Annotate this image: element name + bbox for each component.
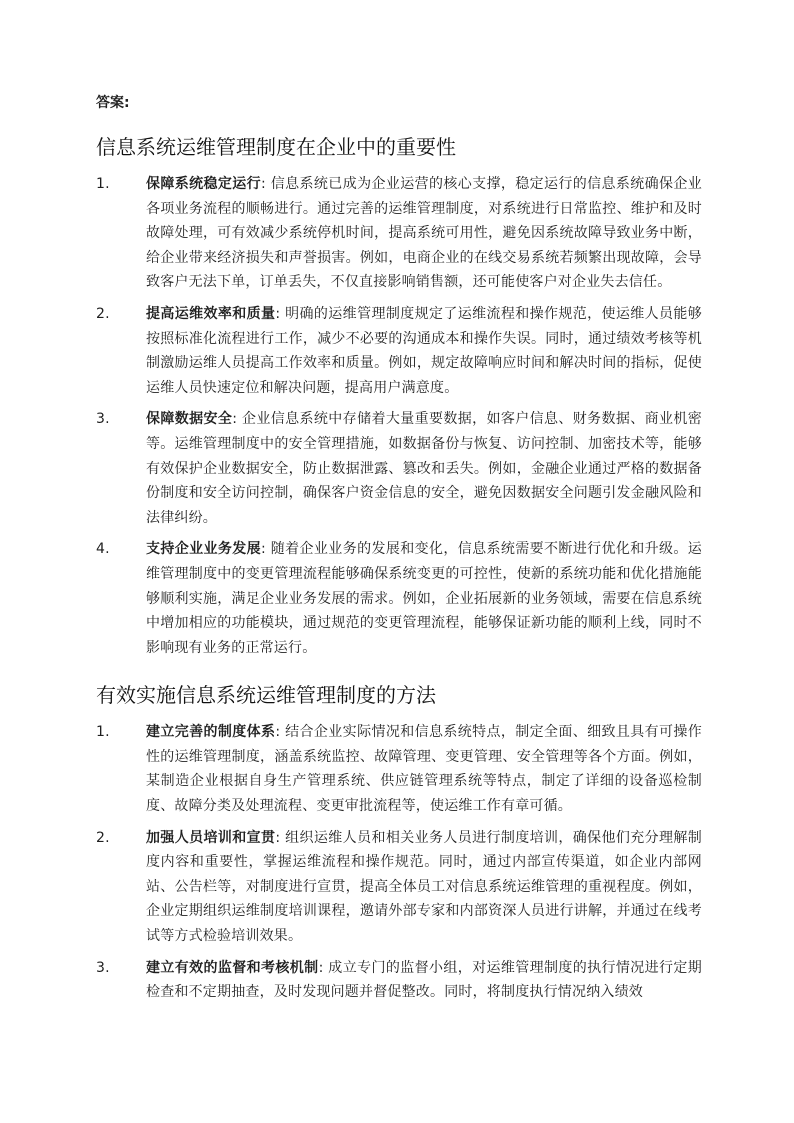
list-number: 2. [96, 829, 110, 846]
list-body: : 明确的运维管理制度规定了运维流程和操作规范，使运维人员能够按照标准化流程进行工作，减少不必要的沟通成本和操作失误。同时，通过绩效考核等机制激励运维人员提高工作效率和质量。例如，规定故障响应时间和解决时间的指标，促使运维人员快速定位和解决问题，提高用户满意度。 [146, 305, 702, 396]
list-term: 支持企业业务发展 [146, 541, 262, 558]
list-item [0, 720, 794, 818]
list-item [0, 302, 794, 400]
list-body: : 信息系统已成为企业运营的核心支撑，稳定运行的信息系统确保企业各项业务流程的顺畅进行。通过完善的运维管理制度，对系统进行日常监控、维护和及时故障处理，可有效减少系统停机时间，提高系统可用性，避免因系统故障导致业务中断，给企业带来经济损失和声誉损害。例如，电商企业的在线交易系统若频繁出现故障，会导致客户无法下单，订单丢失，不仅直接影响销售额，还可能使客户对企业失去信任。 [146, 176, 702, 291]
list-number: 1. [96, 724, 110, 741]
list-body: : 成立专门的监督小组，对运维管理制度的执行情况进行定期检查和不定期抽查，及时发现问题并督促整改。同时，将制度执行情况纳入绩效 [146, 959, 702, 1001]
list-term: 提高运维效率和质量 [146, 305, 276, 322]
list-number: 2. [96, 305, 110, 322]
list-item [0, 537, 794, 660]
methods-list [0, 720, 794, 1005]
list-number: 3. [96, 411, 110, 428]
section-heading-importance: 信息系统运维管理制度在企业中的重要性 [96, 135, 456, 159]
list-item [0, 172, 794, 295]
list-term: 建立有效的监督和考核机制 [146, 959, 319, 976]
list-term: 建立完善的制度体系 [146, 724, 276, 741]
list-body: : 结合企业实际情况和信息系统特点，制定全面、细致且具有可操作性的运维管理制度，涵盖系统监控、故障管理、变更管理、安全管理等各个方面。例如，某制造企业根据自身生产管理系统、供应链管理系统等特点，制定了详细的设备巡检制度、故障分类及处理流程、变更审批流程等，使运维工作有章可循。 [146, 724, 702, 815]
list-body: : 企业信息系统中存储着大量重要数据，如客户信息、财务数据、商业机密等。运维管理制度中的安全管理措施，如数据备份与恢复、访问控制、加密技术等，能够有效保护企业数据安全，防止数据泄露、篡改和丢失。例如，金融企业通过严格的数据备份制度和安全访问控制，确保客户资金信息的安全，避免因数据安全问题引发金融风险和法律纠纷。 [146, 411, 702, 526]
list-item [0, 956, 794, 1005]
importance-list [0, 172, 794, 660]
list-number: 4. [96, 541, 110, 558]
list-item [0, 407, 794, 530]
list-term: 保障数据安全 [146, 411, 233, 428]
list-number: 1. [96, 176, 110, 192]
list-term: 保障系统稳定运行 [146, 176, 262, 192]
list-body: : 组织运维人员和相关业务人员进行制度培训，确保他们充分理解制度内容和重要性，掌握运维流程和操作规范。同时，通过内部宣传渠道，如企业内部网站、公告栏等，对制度进行宣贯，提高全体员工对信息系统运维管理的重视程度。例如，企业定期组织运维制度培训课程，邀请外部专家和内部资深人员进行讲解，并通过在线考试等方式检验培训效果。 [146, 829, 702, 945]
list-item [0, 826, 794, 949]
list-term: 加强人员培训和宣贯 [146, 829, 276, 846]
answer-label: 答案: [96, 95, 130, 111]
section-heading-methods: 有效实施信息系统运维管理制度的方法 [96, 683, 436, 708]
list-body: : 随着企业业务的发展和变化，信息系统需要不断进行优化和升级。运维管理制度中的变更管理流程能够确保系统变更的可控性，使新的系统功能和优化措施能够顺利实施，满足企业业务发展的需求。例如，企业拓展新的业务领域，需要在信息系统中增加相应的功能模块，通过规范的变更管理流程，能够保证新功能的顺利上线，同时不影响现有业务的正常运行。 [146, 541, 702, 656]
list-number: 3. [96, 959, 110, 976]
